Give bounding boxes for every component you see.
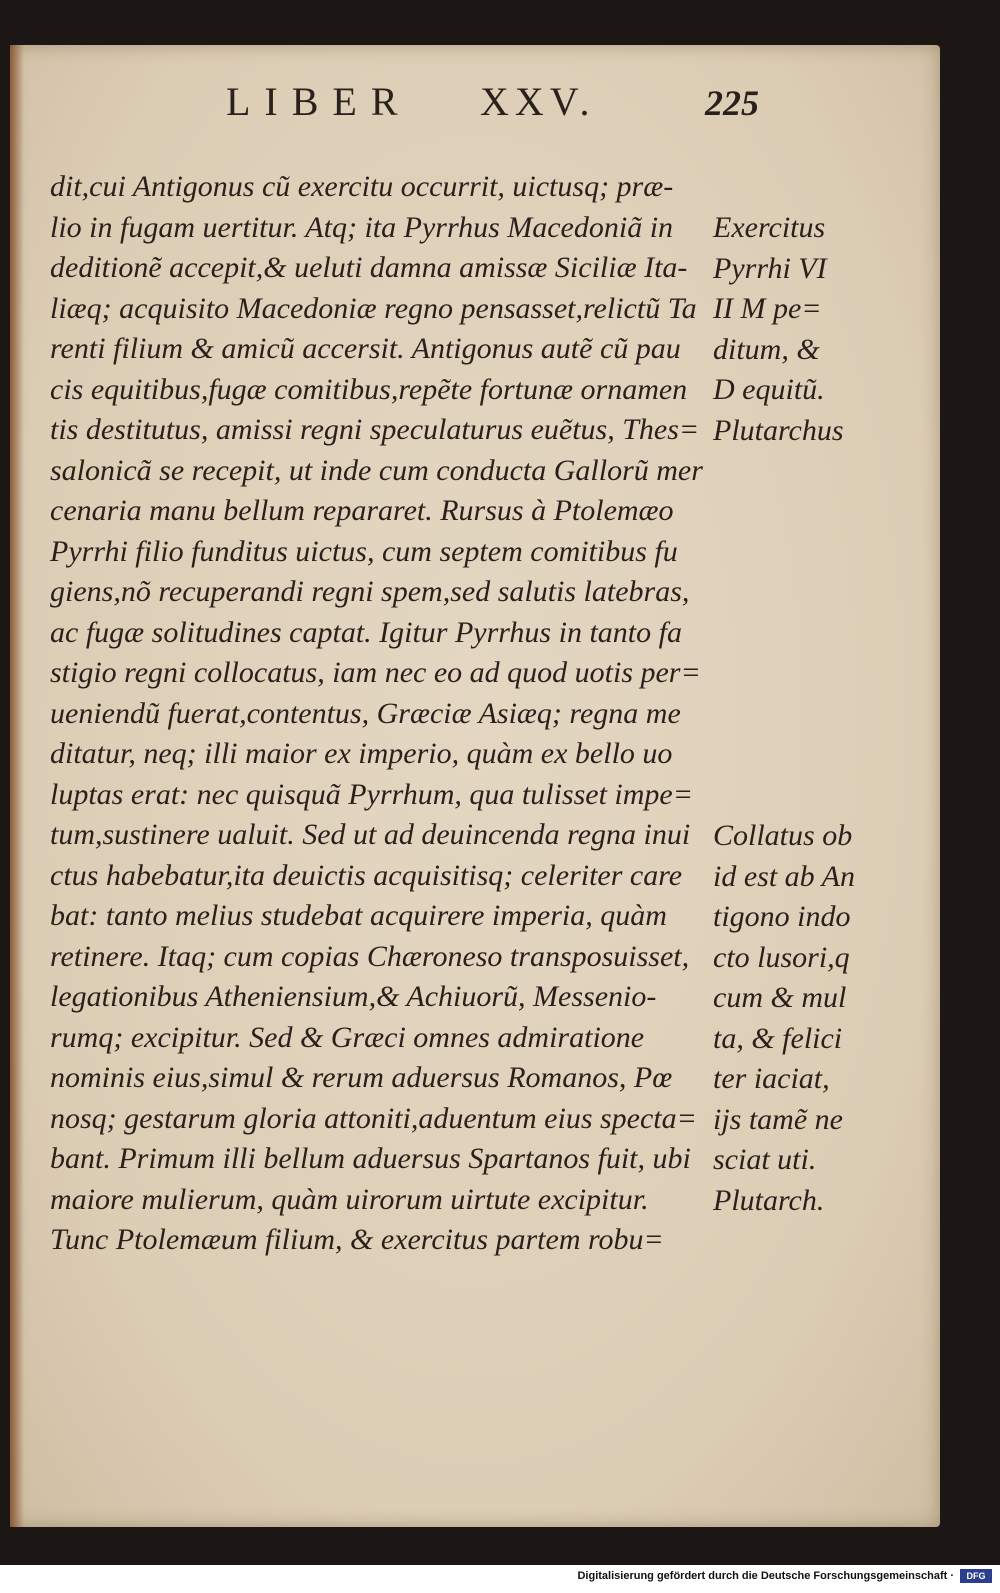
- margin-line: tigono indo: [713, 900, 851, 933]
- text-line: deditionẽ accepit,& ueluti damna amissæ Siciliæ Ita-: [50, 251, 688, 284]
- text-line: stigio regni collocatus, iam nec eo ad quod uotis per=: [50, 656, 701, 689]
- main-text-block: [50, 167, 730, 1261]
- margin-line: Exercitus: [713, 211, 826, 244]
- digitization-footer: [0, 1565, 1000, 1593]
- margin-line: ditum, &: [713, 332, 820, 366]
- text-line: lio in fugam uertitur. Atq; ita Pyrrhus Macedoniã in: [50, 210, 674, 244]
- margin-line: id est ab An: [713, 859, 855, 893]
- text-line: cenaria manu bellum repararet. Rursus à Ptolemæo: [50, 494, 674, 527]
- text-line: ac fugæ solitudines captat. Igitur Pyrrhus in tanto fa: [50, 615, 682, 649]
- text-line: rumq; excipitur. Sed & Græci omnes admiratione: [50, 1020, 645, 1054]
- text-line: giens,nõ recuperandi regni spem,sed salutis latebras,: [50, 575, 690, 608]
- margin-line: cto lusori,q: [713, 940, 850, 974]
- margin-line: Collatus ob: [713, 819, 853, 852]
- page-number: 225: [705, 83, 759, 123]
- text-line: renti filium & amicũ accersit. Antigonus autẽ cũ pau: [50, 332, 681, 365]
- funding-credit: Digitalisierung gefördert durch die Deutsche Forschungsgemeinschaft ·: [577, 1570, 954, 1582]
- text-line: Tunc Ptolemæum filium, & exercitus partem robu=: [50, 1223, 664, 1256]
- margin-line: D equitũ.: [713, 373, 825, 406]
- page-edge-shadow: [10, 45, 24, 1527]
- text-line: legationibus Atheniensium,& Achiuorũ, Messenio-: [50, 980, 657, 1013]
- margin-line: Plutarch.: [713, 1183, 825, 1217]
- text-line: bant. Primum illi bellum aduersus Spartanos fuit, ubi: [50, 1142, 691, 1175]
- text-line: ctus habebatur,ita deuictis acquisitisq; celeriter care: [50, 858, 683, 892]
- margin-line: Pyrrhi VI: [713, 251, 827, 285]
- margin-line: sciat uti.: [713, 1143, 817, 1176]
- text-line: retinere. Itaq; cum copias Chæroneso transposuisset,: [50, 939, 690, 973]
- margin-note-collatus: [713, 816, 913, 1221]
- header-liber: LIBER: [226, 79, 412, 124]
- margin-line: cum & mul: [713, 981, 847, 1014]
- text-line: dit,cui Antigonus cũ exercitu occurrit, uictusq; præ-: [50, 170, 674, 203]
- margin-line: ter iaciat,: [713, 1062, 830, 1095]
- margin-line: Plutarchus: [713, 413, 844, 447]
- text-line: cis equitibus,fugæ comitibus,repẽte fortunæ ornamen: [50, 372, 688, 406]
- text-line: maiore mulierum, quàm uirorum uirtute excipitur.: [50, 1182, 649, 1216]
- text-line: nominis eius,simul & rerum aduersus Romanos, Pœ: [50, 1061, 673, 1094]
- text-line: salonicã se recepit, ut inde cum conducta Gallorũ mer: [50, 453, 703, 487]
- margin-note-army: [713, 208, 913, 451]
- text-line: ditatur, neq; illi maior ex imperio, quàm ex bello uo: [50, 737, 673, 770]
- margin-line: II M pe=: [713, 292, 822, 325]
- text-line: liæq; acquisito Macedoniæ regno pensasset,relictũ Ta: [50, 291, 697, 325]
- text-line: ueniendũ fuerat,contentus, Græciæ Asiæq; regna me: [50, 696, 681, 730]
- text-line: nosq; gestarum gloria attoniti,aduentum eius specta=: [50, 1101, 697, 1135]
- margin-line: ta, & felici: [713, 1021, 843, 1055]
- text-line: tis destitutus, amissi regni speculaturus euẽtus, Thes=: [50, 413, 700, 446]
- header-book-number: XXV.: [480, 79, 596, 124]
- text-line: bat: tanto melius studebat acquirere imperia, quàm: [50, 899, 667, 932]
- running-header: [0, 78, 1000, 128]
- text-line: tum,sustinere ualuit. Sed ut ad deuincenda regna inui: [50, 818, 691, 851]
- margin-line: ijs tamẽ ne: [713, 1102, 843, 1136]
- text-line: luptas erat: nec quisquã Pyrrhum, qua tulisset impe=: [50, 777, 693, 811]
- dfg-logo-icon: DFG: [960, 1569, 992, 1583]
- text-line: Pyrrhi filio funditus uictus, cum septem comitibus fu: [50, 534, 678, 568]
